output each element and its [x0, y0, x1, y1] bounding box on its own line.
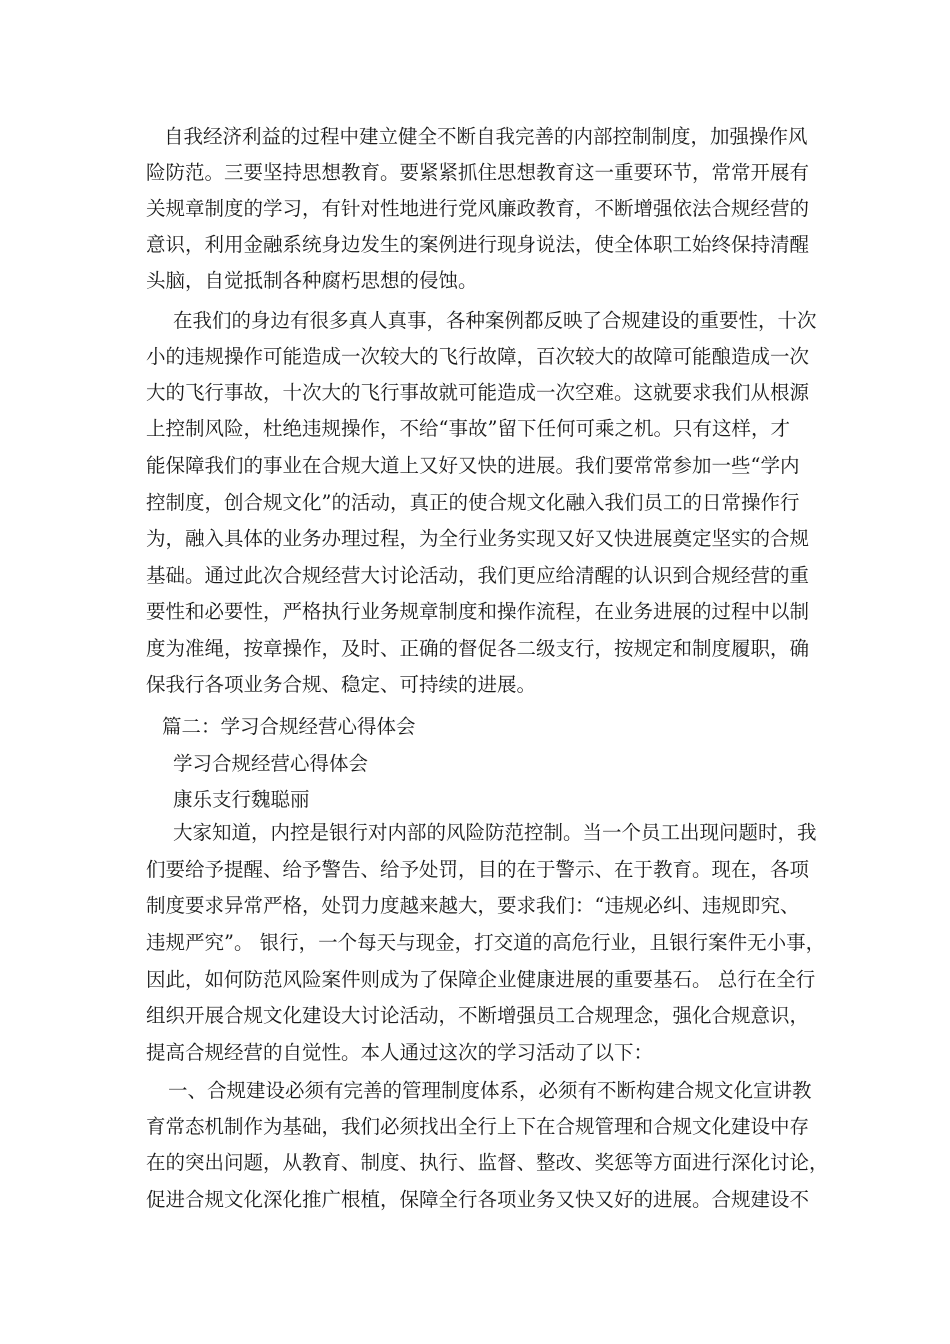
text-line: 因此，如何防范风险案件则成为了保障企业健康进展的重要基石。 总行在全行	[146, 968, 816, 991]
text-line: 大家知道，内控是银行对内部的风险防范控制。当一个员工出现问题时，我	[173, 821, 817, 844]
text-line: 大的飞行事故，十次大的飞行事故就可能造成一次空难。这就要求我们从根源	[146, 381, 810, 404]
author-line: 康乐支行魏聪丽	[173, 788, 310, 811]
text-line: 要性和必要性，严格执行业务规章制度和操作流程，在业务进展的过程中以制	[146, 600, 810, 623]
text-line: 能保障我们的事业在合规大道上又好又快的进展。我们要常常参加一些“学内	[146, 454, 800, 477]
text-line: 头脑，自觉抵制各种腐朽思想的侵蚀。	[146, 269, 478, 292]
text-line: 违规严究”。 银行，一个每天与现金，打交道的高危行业，且银行案件无小事，	[146, 931, 826, 954]
text-line: 制度要求异常严格，处罚力度越来越大，要求我们：“违规必纠、违规即究、	[146, 894, 800, 917]
text-line: 组织开展合规文化建设大讨论活动，不断增强员工合规理念，强化合规意识，	[146, 1004, 810, 1027]
text-line: 们要给予提醒、给予警告、给予处罚，目的在于警示、在于教育。现在，各项	[146, 858, 810, 881]
text-line: 度为准绳，按章操作，及时、正确的督促各二级支行，按规定和制度履职，确	[146, 637, 810, 660]
text-line: 上控制风险，杜绝违规操作，不给“事故”留下任何可乘之机。只有这样，才	[146, 417, 790, 440]
text-line: 险防范。三要坚持思想教育。要紧紧抓住思想教育这一重要环节，常常开展有	[146, 161, 810, 184]
section-heading: 篇二：学习合规经营心得体会	[162, 715, 416, 738]
text-line: 控制度，创合规文化”的活动，真正的使合规文化融入我们员工的日常操作行	[146, 491, 800, 514]
text-line: 保我行各项业务合规、稳定、可持续的进展。	[146, 673, 537, 696]
text-line: 小的违规操作可能造成一次较大的飞行故障，百次较大的故障可能酿造成一次	[146, 345, 810, 368]
text-line: 在的突出问题，从教育、制度、执行、监督、整改、奖惩等方面进行深化讨论，	[146, 1151, 829, 1174]
text-line: 育常态机制作为基础，我们必须找出全行上下在合规管理和合规文化建设中存	[146, 1115, 810, 1138]
text-line: 为，融入具体的业务办理过程，为全行业务实现又好又快进展奠定坚实的合规	[146, 527, 810, 550]
text-line: 一、合规建设必须有完善的管理制度体系，必须有不断构建合规文化宣讲教	[168, 1079, 812, 1102]
text-line: 在我们的身边有很多真人真事，各种案例都反映了合规建设的重要性，十次	[173, 309, 817, 332]
text-line: 关规章制度的学习，有针对性地进行党风廉政教育，不断增强依法合规经营的	[146, 197, 810, 220]
text-line: 自我经济利益的过程中建立健全不断自我完善的内部控制制度，加强操作风	[164, 125, 808, 148]
text-line: 提高合规经营的自觉性。本人通过这次的学习活动了以下：	[146, 1041, 654, 1064]
text-line: 促进合规文化深化推广根植，保障全行各项业务又快又好的进展。合规建设不	[146, 1188, 810, 1211]
text-line: 意识，利用金融系统身边发生的案例进行现身说法，使全体职工始终保持清醒	[146, 233, 810, 256]
article-title: 学习合规经营心得体会	[173, 752, 369, 775]
text-line: 基础。通过此次合规经营大讨论活动，我们更应给清醒的认识到合规经营的重	[146, 564, 810, 587]
